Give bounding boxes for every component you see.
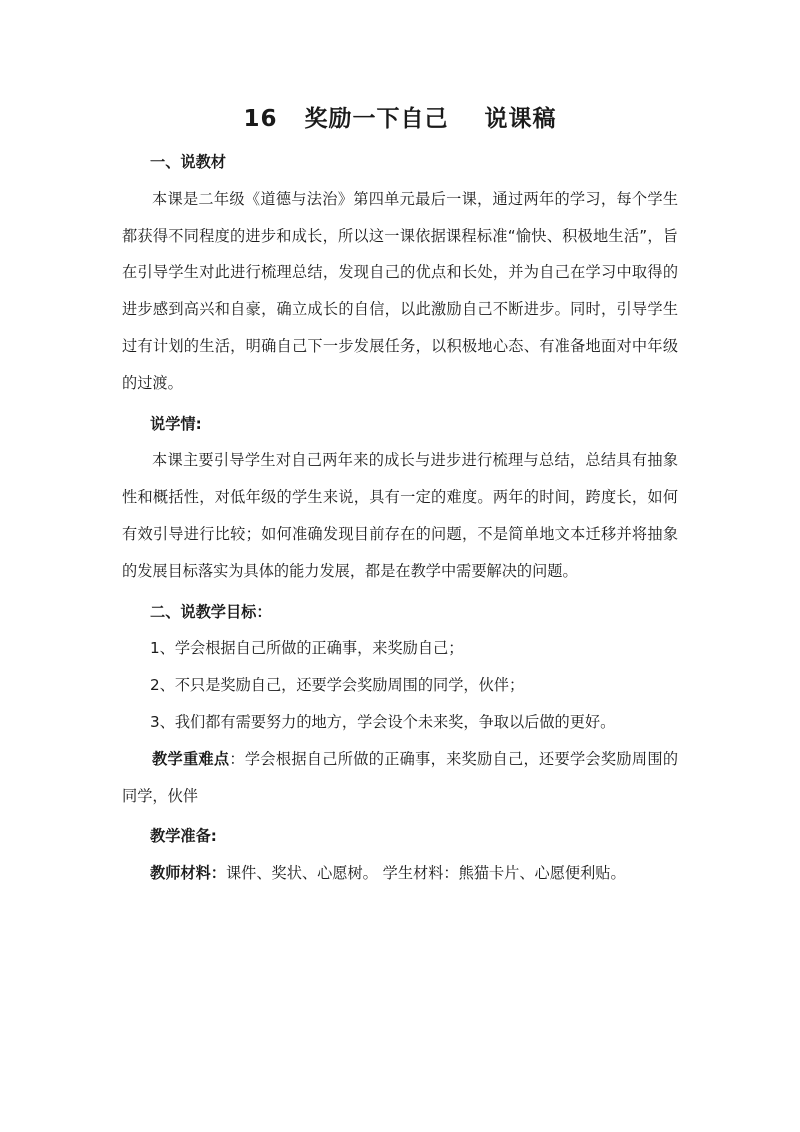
paragraph-textbook: 本课是二年级《道德与法治》第四单元最后一课，通过两年的学习，每个学生都获得不同程度的进步和成长，所以这一课依据课程标准“愉快、积极地生活”，旨在引导学生对此进行梳理总结，发现自己的优点和长处，并为自己在学习中取得的进步感到高兴和自豪，确立成长的自信，以此激励自己不断进步。同时，引导学生过有计划的生活，明确自己下一步发展任务，以积极地心态、有准备地面对中年级的过渡。 [122,189,678,392]
goal-item-2: 2、不只是奖励自己，还要学会奖励周围的同学，伙伴； [150,676,525,695]
page-title: 16 奖励一下自己 说课稿 [243,106,557,132]
paragraph-key-points [122,741,678,815]
document-body [122,144,678,892]
section-heading-goals: 二、说教学目标： [150,602,272,621]
key-points-label: 教学重难点 [152,749,230,768]
goal-item-1: 1、学会根据自己所做的正确事，来奖励自己； [150,639,464,658]
section-heading-preparation: 教学准备: [150,827,217,846]
goal-item-3: 3、我们都有需要努力的地方，学会设个未来奖，争取以后做的更好。 [150,712,616,731]
section-heading-textbook: 一、说教材 [150,153,226,171]
key-points-text: ：学会根据自己所做的正确事，来奖励自己，还要学会奖励周围的同学，伙伴 [122,749,679,805]
paragraph-students: 本课主要引导学生对自己两年来的成长与进步进行梳理与总结，总结具有抽象性和概括性，对低年级的学生来说，具有一定的难度。两年的时间，跨度长，如何有效引导进行比较；如何准确发现目前存在的问题，不是简单地文本迁移并将抽象的发展目标落实为具体的能力发展，都是在教学中需要解决的问题。 [122,451,678,580]
paragraph-materials [122,855,678,892]
materials-text: 课件、奖状、心愿树。 学生材料：熊猫卡片、心愿便利贴。 [225,864,626,883]
teacher-materials-label: 教师材料： [150,864,226,883]
section-heading-students: 说学情: [150,414,202,433]
